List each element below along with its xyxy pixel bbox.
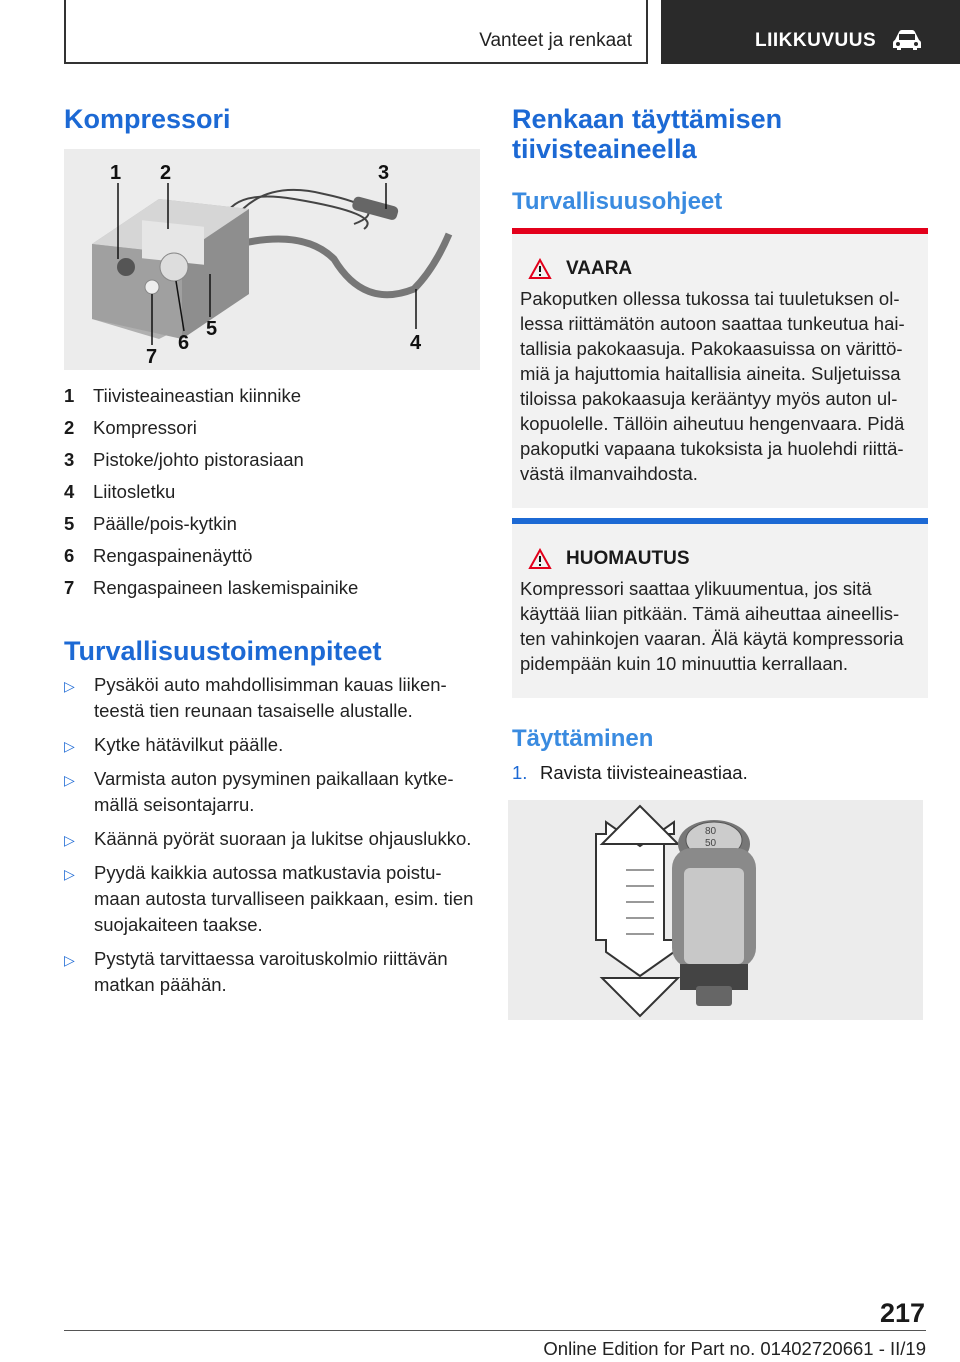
bottle-label-80: 80 bbox=[705, 826, 717, 837]
list-item bbox=[64, 732, 484, 758]
compressor-legend bbox=[64, 380, 484, 604]
shake-bottle-illustration bbox=[508, 800, 923, 1020]
danger-label: VAARA bbox=[566, 258, 633, 279]
figure-label-7: 7 bbox=[146, 346, 158, 368]
notice-triangle-icon bbox=[528, 548, 552, 570]
warning-triangle-icon bbox=[528, 258, 552, 280]
compressor-figure bbox=[64, 149, 480, 370]
legend-item bbox=[64, 412, 484, 444]
safety-bullet-list bbox=[64, 672, 484, 1006]
legend-item bbox=[64, 508, 484, 540]
legend-number: 3 bbox=[64, 449, 75, 470]
figure-label-1: 1 bbox=[110, 162, 122, 184]
legend-text: Rengaspaineen laskemispainike bbox=[93, 577, 359, 598]
list-item bbox=[64, 672, 484, 724]
figure-label-3: 3 bbox=[378, 162, 390, 184]
header-chapter-box bbox=[661, 0, 960, 64]
legend-text: Kompressori bbox=[93, 417, 197, 438]
triangle-bullet-icon: ▷ bbox=[64, 866, 75, 882]
legend-number: 7 bbox=[64, 577, 75, 598]
bullet-text: Pyydä kaikkia autossa matkustavia poistu- maan autosta turvalliseen paikkaan, esim. tien suojakaiteen taakse. bbox=[94, 862, 474, 935]
step-text: Ravista tiivisteaineastiaa. bbox=[540, 762, 748, 783]
legend-item bbox=[64, 476, 484, 508]
legend-number: 2 bbox=[64, 417, 75, 438]
triangle-bullet-icon: ▷ bbox=[64, 772, 75, 788]
danger-warning-box bbox=[512, 228, 928, 508]
legend-number: 4 bbox=[64, 481, 75, 502]
list-item bbox=[64, 946, 484, 998]
legend-number: 1 bbox=[64, 385, 75, 406]
legend-text: Tiivisteaineastian kiinnike bbox=[93, 385, 302, 406]
legend-text: Pistoke/johto pistorasiaan bbox=[93, 449, 304, 470]
bullet-text: Pysäköi auto mahdollisimman kauas liiken- teestä tien reunaan tasaiselle alustalle. bbox=[94, 674, 447, 721]
triangle-bullet-icon: ▷ bbox=[64, 678, 75, 694]
filling-steps bbox=[512, 760, 932, 786]
footer-edition: Online Edition for Part no. 01402720661 - II/19 bbox=[543, 1338, 926, 1359]
legend-item bbox=[64, 380, 484, 412]
footer-divider bbox=[64, 1330, 926, 1331]
header-section-title: Vanteet ja renkaat bbox=[479, 30, 632, 51]
filling-subtitle: Täyttäminen bbox=[512, 725, 654, 752]
list-item bbox=[64, 766, 484, 818]
sealant-filling-title: Renkaan täyttämisen tiivisteaineella bbox=[512, 104, 783, 164]
triangle-bullet-icon: ▷ bbox=[64, 952, 75, 968]
bullet-text: Varmista auton pysyminen paikallaan kytke- mällä seisontajarru. bbox=[94, 768, 454, 815]
figure-label-2: 2 bbox=[160, 162, 172, 184]
legend-text: Rengaspainenäyttö bbox=[93, 545, 253, 566]
triangle-bullet-icon: ▷ bbox=[64, 832, 75, 848]
legend-item bbox=[64, 444, 484, 476]
page-number: 217 bbox=[880, 1298, 926, 1328]
legend-text: Liitosletku bbox=[93, 481, 176, 502]
notice-label: HUOMAUTUS bbox=[566, 548, 690, 569]
notice-text: Kompressori saattaa ylikuumentua, jos sitä käyttää liian pitkään. Tämä aiheuttaa aineellis- ten vahinkojen vaaran. Älä käytä kompressoria pidempään kuin 10 minuuttia kerrallaan. bbox=[520, 578, 904, 674]
compressor-illustration bbox=[64, 149, 480, 370]
figure-label-4: 4 bbox=[410, 332, 422, 354]
bottle-label-50: 50 bbox=[705, 838, 717, 849]
triangle-bullet-icon: ▷ bbox=[64, 738, 75, 754]
legend-number: 5 bbox=[64, 513, 75, 534]
header-chapter-title: LIIKKUVUUS bbox=[755, 30, 877, 51]
shake-bottle-figure bbox=[508, 800, 923, 1020]
bullet-text: Pystytä tarvittaessa varoituskolmio riittävän matkan päähän. bbox=[94, 948, 448, 995]
list-item bbox=[64, 860, 484, 938]
step-number: 1. bbox=[512, 762, 528, 783]
figure-label-6: 6 bbox=[178, 332, 190, 354]
list-item bbox=[64, 826, 484, 852]
car-icon bbox=[891, 28, 923, 52]
legend-item bbox=[64, 572, 484, 604]
list-item bbox=[512, 760, 932, 786]
bullet-text: Käännä pyörät suoraan ja lukitse ohjauslukko. bbox=[94, 828, 472, 849]
bullet-text: Kytke hätävilkut päälle. bbox=[94, 734, 284, 755]
legend-item bbox=[64, 540, 484, 572]
notice-box bbox=[512, 518, 928, 698]
danger-text: Pakoputken ollessa tukossa tai tuuletuksen ol- lessa riittämätön autoon saattaa tunkeutua hai- tallisia pakokaasuja. Pakokaasuissa on värittö- miä ja hajuttomia haitallisia aineita. Suljetuissa tiloissa pakokaasuja kerääntyy myös auton ul- kopuolelle. Tällöin aiheutuu hengenvaara. Pidä pakoputki vapaana tukoksista ja huolehdi riittä- västä ilmanvaihdosta. bbox=[520, 288, 905, 484]
figure-label-5: 5 bbox=[206, 318, 218, 340]
safety-measures-title: Turvallisuustoimenpiteet bbox=[64, 636, 382, 666]
header-section-box bbox=[64, 0, 648, 64]
compressor-title: Kompressori bbox=[64, 104, 231, 134]
safety-instructions-subtitle: Turvallisuusohjeet bbox=[512, 188, 723, 215]
legend-text: Päälle/pois-kytkin bbox=[93, 513, 237, 534]
legend-number: 6 bbox=[64, 545, 75, 566]
